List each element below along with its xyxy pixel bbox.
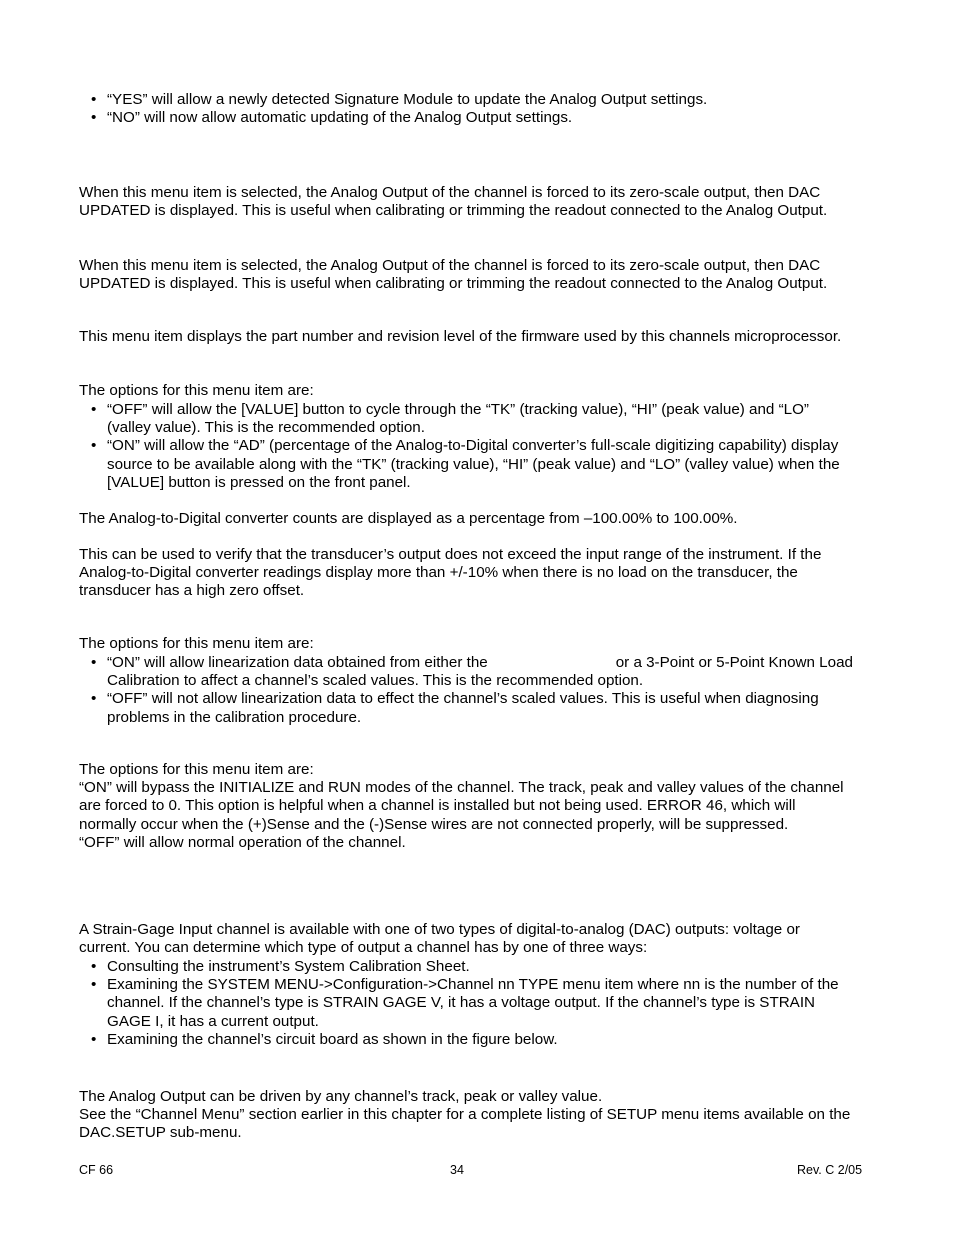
list-item xyxy=(79,401,879,437)
text-line: The options for this menu item are: xyxy=(79,761,314,778)
paragraph-bypass xyxy=(79,761,879,852)
text-line: The Analog Output can be driven by any channel’s track, peak or valley value. xyxy=(79,1088,603,1105)
text-line: UPDATED is displayed. This is useful when calibrating or trimming the readout connected to the Analog Output. xyxy=(79,202,828,220)
paragraph-dac-types xyxy=(79,921,879,957)
text-line: “OFF” will allow the [VALUE] button to cycle through the “TK” (tracking value), “HI” (peak value) and “LO” xyxy=(107,401,809,418)
text-line: When this menu item is selected, the Analog Output of the channel is forced to its zero-scale output, then DAC xyxy=(79,184,821,201)
list-item: • “YES” will allow a newly detected Signature Module to update the Analog Output settings. xyxy=(79,91,879,109)
list-item xyxy=(79,1031,879,1049)
list-item xyxy=(79,437,879,492)
text-line: Calibration to affect a channel’s scaled values. This is the recommended option. xyxy=(107,672,644,690)
text-line: channel. If the channel’s type is STRAIN GAGE V, it has a voltage output. If the channel’s type is STRAIN xyxy=(107,994,816,1012)
text-line: A Strain-Gage Input channel is available with one of two types of digital-to-analog (DAC) outputs: voltage or xyxy=(79,921,800,938)
text-line: “OFF” will not allow linearization data to effect the channel’s scaled values. This is useful when diagnosing xyxy=(107,690,819,708)
text-line: “ON” will bypass the INITIALIZE and RUN modes of the channel. The track, peak and valley values of the channel xyxy=(79,779,844,797)
text-line: [VALUE] button is pressed on the front panel. xyxy=(107,473,411,491)
text-line: problems in the calibration procedure. xyxy=(107,708,362,726)
text-line: “OFF” will allow normal operation of the channel. xyxy=(79,833,406,851)
text-line: This can be used to verify that the transducer’s output does not exceed the input range of the instrument. If the xyxy=(79,546,822,563)
paragraph-analog-output xyxy=(79,1088,879,1143)
paragraph-zero-scale-2 xyxy=(79,257,879,293)
footer-document-id: CF 66 xyxy=(79,1163,114,1177)
text-line: (valley value). This is the recommended option. xyxy=(107,419,425,437)
list-item: • “NO” will now allow automatic updating of the Analog Output settings. xyxy=(79,109,879,127)
text-line: normally occur when the (+)Sense and the (-)Sense wires are not connected properly, will be suppressed. xyxy=(79,815,789,833)
bullet-list-dac-types xyxy=(79,958,879,1049)
text-line: When this menu item is selected, the Analog Output of the channel is forced to its zero-scale output, then DAC xyxy=(79,257,821,274)
footer-page-number: 34 xyxy=(450,1163,464,1177)
text-line: “ON” will allow the “AD” (percentage of the Analog-to-Digital converter’s full-scale digitizing capability) display xyxy=(107,437,839,455)
text-line: DAC.SETUP sub-menu. xyxy=(79,1124,242,1142)
paragraph-ad-counts: The Analog-to-Digital converter counts are displayed as a percentage from –100.00% to 100.00%. xyxy=(79,510,738,527)
text-line: UPDATED is displayed. This is useful when calibrating or trimming the readout connected to the Analog Output. xyxy=(79,275,828,293)
list-item xyxy=(79,654,879,690)
text-line: or a 3-Point or 5-Point Known Load xyxy=(615,654,853,671)
footer-revision: Rev. C 2/05 xyxy=(797,1163,863,1177)
bullet-list-signature-module xyxy=(79,91,879,127)
list-item xyxy=(79,690,879,726)
bullet-list-display-source xyxy=(79,401,879,492)
list-item xyxy=(79,976,879,1031)
text-line: “ON” will allow linearization data obtained from either the xyxy=(107,654,488,671)
text-line: Examining the channel’s circuit board as shown in the figure below. xyxy=(107,1030,558,1048)
paragraph-zero-scale-1 xyxy=(79,184,879,220)
text-line: Analog-to-Digital converter readings display more than +/-10% when there is no load on the transducer, the xyxy=(79,564,798,582)
options-intro: The options for this menu item are: xyxy=(79,382,314,399)
options-intro: The options for this menu item are: xyxy=(79,635,314,652)
text-line: GAGE I, it has a current output. xyxy=(107,1012,319,1030)
text-line: transducer has a high zero offset. xyxy=(79,582,305,600)
text-line: Examining the SYSTEM MENU->Configuration->Channel nn TYPE menu item where nn is the number of the xyxy=(107,976,839,994)
text-line: source to be available along with the “TK” (tracking value), “HI” (peak value) and “LO” (valley value) when the xyxy=(107,455,840,473)
text-line: current. You can determine which type of output a channel has by one of three ways: xyxy=(79,939,648,957)
text-line: See the “Channel Menu” section earlier in this chapter for a complete listing of SETUP menu items available on the xyxy=(79,1106,851,1124)
bullet-list-linearization xyxy=(79,654,879,727)
list-item xyxy=(79,958,879,976)
paragraph-firmware: This menu item displays the part number and revision level of the firmware used by this channels microprocessor. xyxy=(79,328,842,345)
paragraph-zero-offset xyxy=(79,546,879,601)
text-line: Consulting the instrument’s System Calibration Sheet. xyxy=(107,958,470,975)
text-line: are forced to 0. This option is helpful when a channel is installed but not being used. ERROR 46, which will xyxy=(79,797,796,815)
